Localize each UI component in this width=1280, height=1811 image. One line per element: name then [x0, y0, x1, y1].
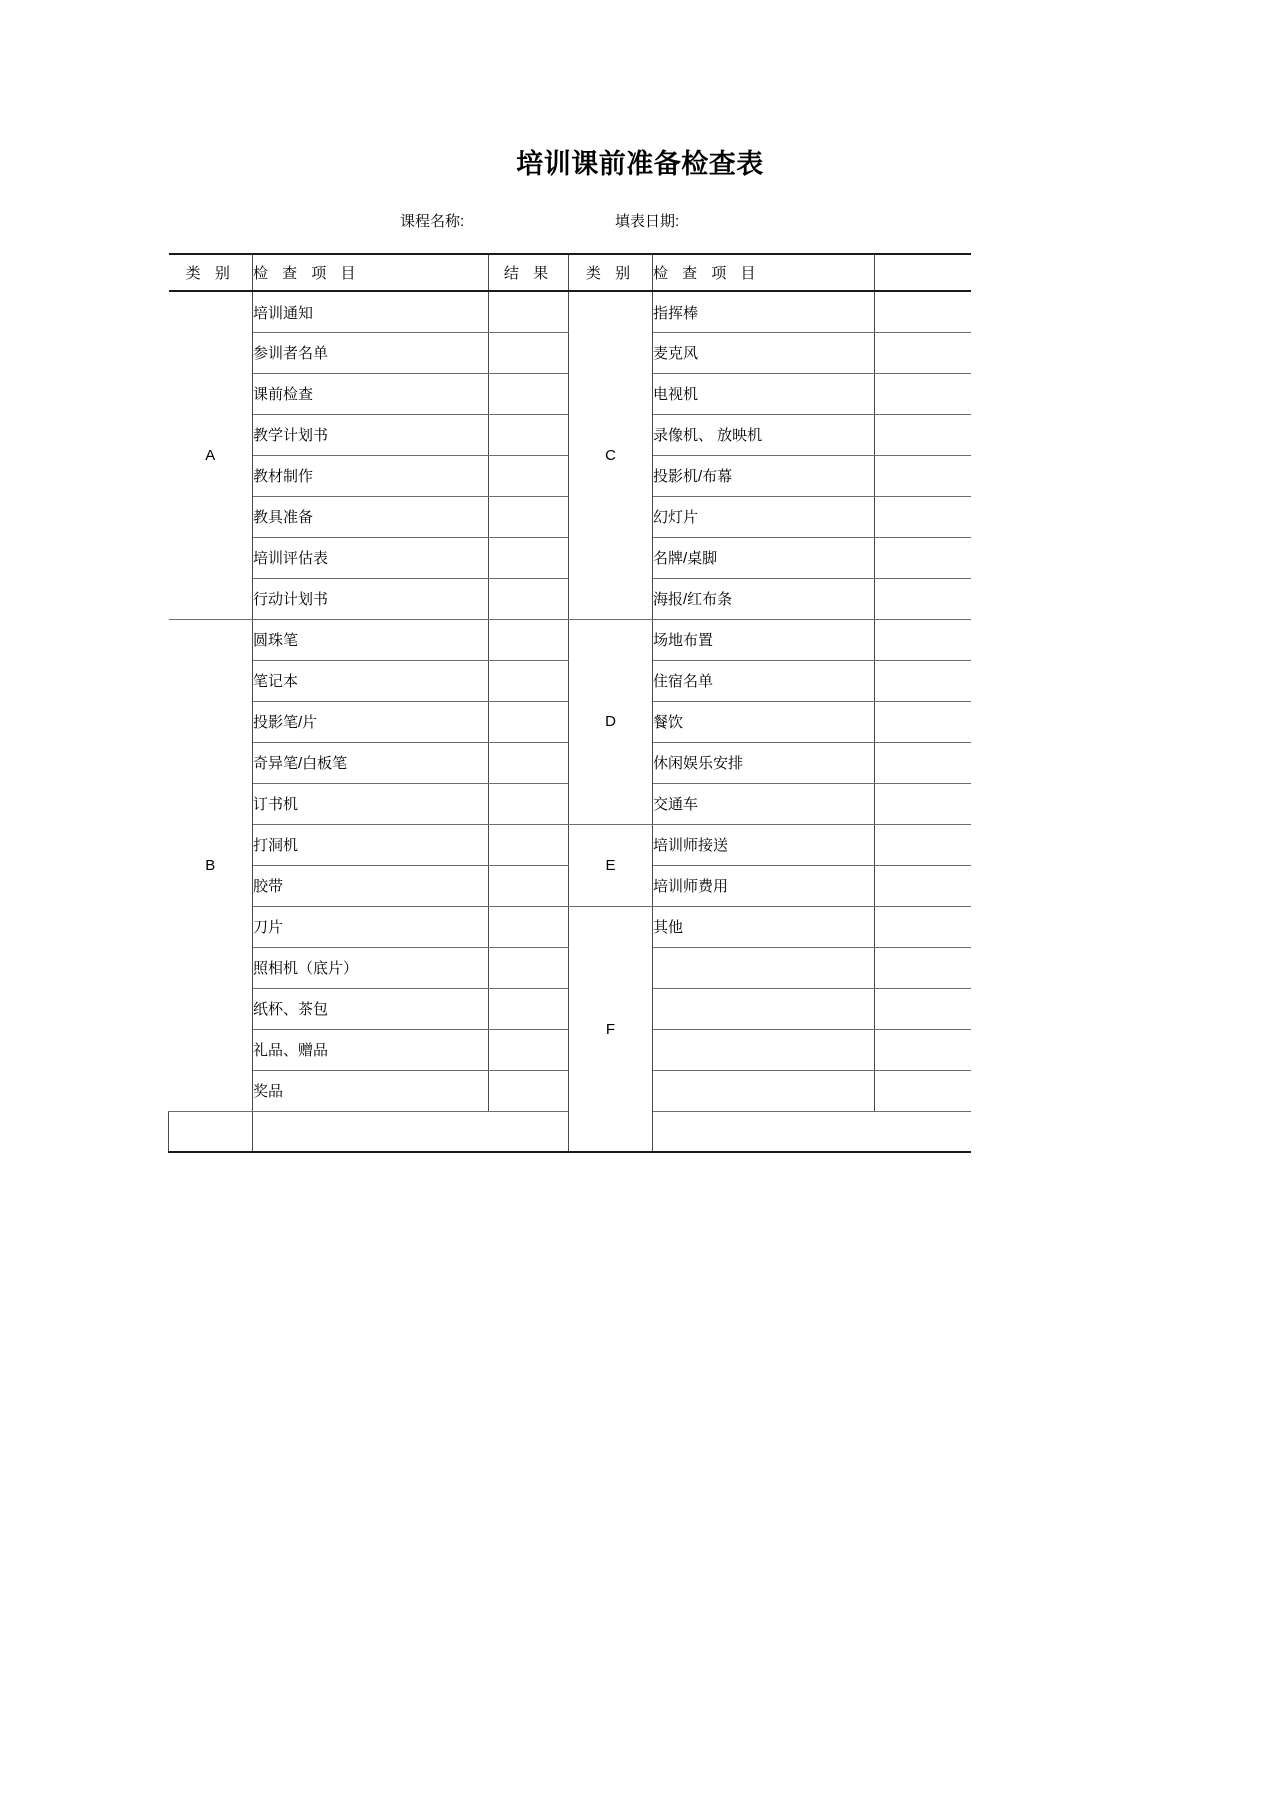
check-item-label: 电视机 — [653, 373, 875, 414]
check-item-label: 纸杯、茶包 — [253, 988, 489, 1029]
check-item-label: 笔记本 — [253, 660, 489, 701]
check-item-label — [653, 1029, 875, 1070]
check-item-label: 教学计划书 — [253, 414, 489, 455]
check-item-label: 培训通知 — [253, 291, 489, 332]
header-result-left: 结 果 — [489, 254, 569, 291]
result-checkbox-cell[interactable] — [489, 537, 569, 578]
result-checkbox-cell[interactable] — [489, 783, 569, 824]
check-item-label: 照相机（底片） — [253, 947, 489, 988]
check-item-label: 教材制作 — [253, 455, 489, 496]
check-item-label: 交通车 — [653, 783, 875, 824]
check-item-label: 幻灯片 — [653, 496, 875, 537]
result-checkbox-cell[interactable] — [253, 1111, 489, 1152]
result-checkbox-cell[interactable] — [875, 1029, 971, 1070]
check-item-label: 住宿名单 — [653, 660, 875, 701]
result-checkbox-cell[interactable] — [489, 1029, 569, 1070]
result-checkbox-cell[interactable] — [489, 947, 569, 988]
check-item-label: 名牌/桌脚 — [653, 537, 875, 578]
category-cell-b: B — [169, 619, 253, 1111]
result-checkbox-cell[interactable] — [489, 742, 569, 783]
check-item-label: 休闲娱乐安排 — [653, 742, 875, 783]
course-name-label: 课程名称: — [400, 213, 465, 231]
result-checkbox-cell[interactable] — [875, 496, 971, 537]
table-row — [169, 824, 971, 865]
check-item-label: 订书机 — [253, 783, 489, 824]
category-cell-e: E — [569, 824, 653, 906]
result-checkbox-cell[interactable] — [875, 660, 971, 701]
result-checkbox-cell[interactable] — [489, 988, 569, 1029]
fill-date-label: 填表日期: — [615, 213, 680, 231]
result-checkbox-cell[interactable] — [489, 496, 569, 537]
table-header-row — [169, 254, 971, 291]
check-item-label: 打洞机 — [253, 824, 489, 865]
checklist-table-wrapper — [0, 253, 1280, 1153]
result-checkbox-cell[interactable] — [489, 660, 569, 701]
check-item-label: 海报/红布条 — [653, 578, 875, 619]
result-checkbox-cell[interactable] — [489, 619, 569, 660]
table-row — [169, 906, 971, 947]
check-item-label: 教具准备 — [253, 496, 489, 537]
check-item-label: 指挥棒 — [653, 291, 875, 332]
result-checkbox-cell[interactable] — [875, 373, 971, 414]
check-item-label: 奇异笔/白板笔 — [253, 742, 489, 783]
result-checkbox-cell[interactable] — [875, 537, 971, 578]
check-item-label: 培训师接送 — [653, 824, 875, 865]
check-item-label: 投影机/布幕 — [653, 455, 875, 496]
result-checkbox-cell[interactable] — [875, 455, 971, 496]
result-checkbox-cell[interactable] — [489, 701, 569, 742]
checklist-table — [168, 253, 971, 1153]
result-checkbox-cell[interactable] — [875, 291, 971, 332]
result-checkbox-cell[interactable] — [489, 414, 569, 455]
result-checkbox-cell[interactable] — [875, 578, 971, 619]
table-header — [169, 254, 971, 291]
check-item-label: 行动计划书 — [253, 578, 489, 619]
result-checkbox-cell[interactable] — [489, 824, 569, 865]
result-checkbox-cell[interactable] — [489, 373, 569, 414]
result-checkbox-cell[interactable] — [875, 701, 971, 742]
result-checkbox-cell[interactable] — [875, 865, 971, 906]
result-checkbox-cell[interactable] — [875, 947, 971, 988]
check-item-label: 麦克风 — [653, 332, 875, 373]
check-item-label: 圆珠笔 — [253, 619, 489, 660]
table-row — [169, 619, 971, 660]
category-cell-a: A — [169, 291, 253, 619]
result-checkbox-cell[interactable] — [489, 578, 569, 619]
check-item-label — [169, 1111, 253, 1152]
header-result-right — [875, 254, 971, 291]
result-checkbox-cell[interactable] — [875, 332, 971, 373]
check-item-label — [653, 947, 875, 988]
check-item-label: 奖品 — [253, 1070, 489, 1111]
check-item-label: 其他 — [653, 906, 875, 947]
category-cell-f: F — [569, 906, 653, 1152]
check-item-label: 礼品、赠品 — [253, 1029, 489, 1070]
result-checkbox-cell[interactable] — [489, 906, 569, 947]
check-item-label: 场地布置 — [653, 619, 875, 660]
result-checkbox-cell[interactable] — [875, 824, 971, 865]
check-item-label: 培训评估表 — [253, 537, 489, 578]
check-item-label: 培训师费用 — [653, 865, 875, 906]
result-checkbox-cell[interactable] — [489, 455, 569, 496]
category-cell-c: C — [569, 291, 653, 619]
result-checkbox-cell[interactable] — [875, 988, 971, 1029]
check-item-label: 投影笔/片 — [253, 701, 489, 742]
result-checkbox-cell[interactable] — [875, 1070, 971, 1111]
header-item-left: 检 查 项 目 — [253, 254, 489, 291]
header-category-right: 类 别 — [569, 254, 653, 291]
check-item-label — [653, 1070, 875, 1111]
table-body — [169, 291, 971, 1152]
check-item-label: 参训者名单 — [253, 332, 489, 373]
header-category-left: 类 别 — [169, 254, 253, 291]
document-info-row — [0, 210, 1280, 231]
check-item-label: 餐饮 — [653, 701, 875, 742]
category-cell-d: D — [569, 619, 653, 824]
check-item-label — [653, 988, 875, 1029]
result-checkbox-cell[interactable] — [875, 783, 971, 824]
result-checkbox-cell[interactable] — [875, 742, 971, 783]
header-item-right: 检 查 项 目 — [653, 254, 875, 291]
result-checkbox-cell[interactable] — [489, 1070, 569, 1111]
table-row — [169, 291, 971, 332]
result-checkbox-cell[interactable] — [875, 906, 971, 947]
result-checkbox-cell[interactable] — [875, 619, 971, 660]
check-item-label: 胶带 — [253, 865, 489, 906]
result-checkbox-cell[interactable] — [875, 414, 971, 455]
check-item-label: 录像机、 放映机 — [653, 414, 875, 455]
result-checkbox-cell[interactable] — [489, 291, 569, 332]
check-item-label: 刀片 — [253, 906, 489, 947]
check-item-label: 课前检查 — [253, 373, 489, 414]
result-checkbox-cell[interactable] — [489, 332, 569, 373]
page-title: 培训课前准备检查表 — [516, 149, 764, 179]
result-checkbox-cell[interactable] — [489, 865, 569, 906]
